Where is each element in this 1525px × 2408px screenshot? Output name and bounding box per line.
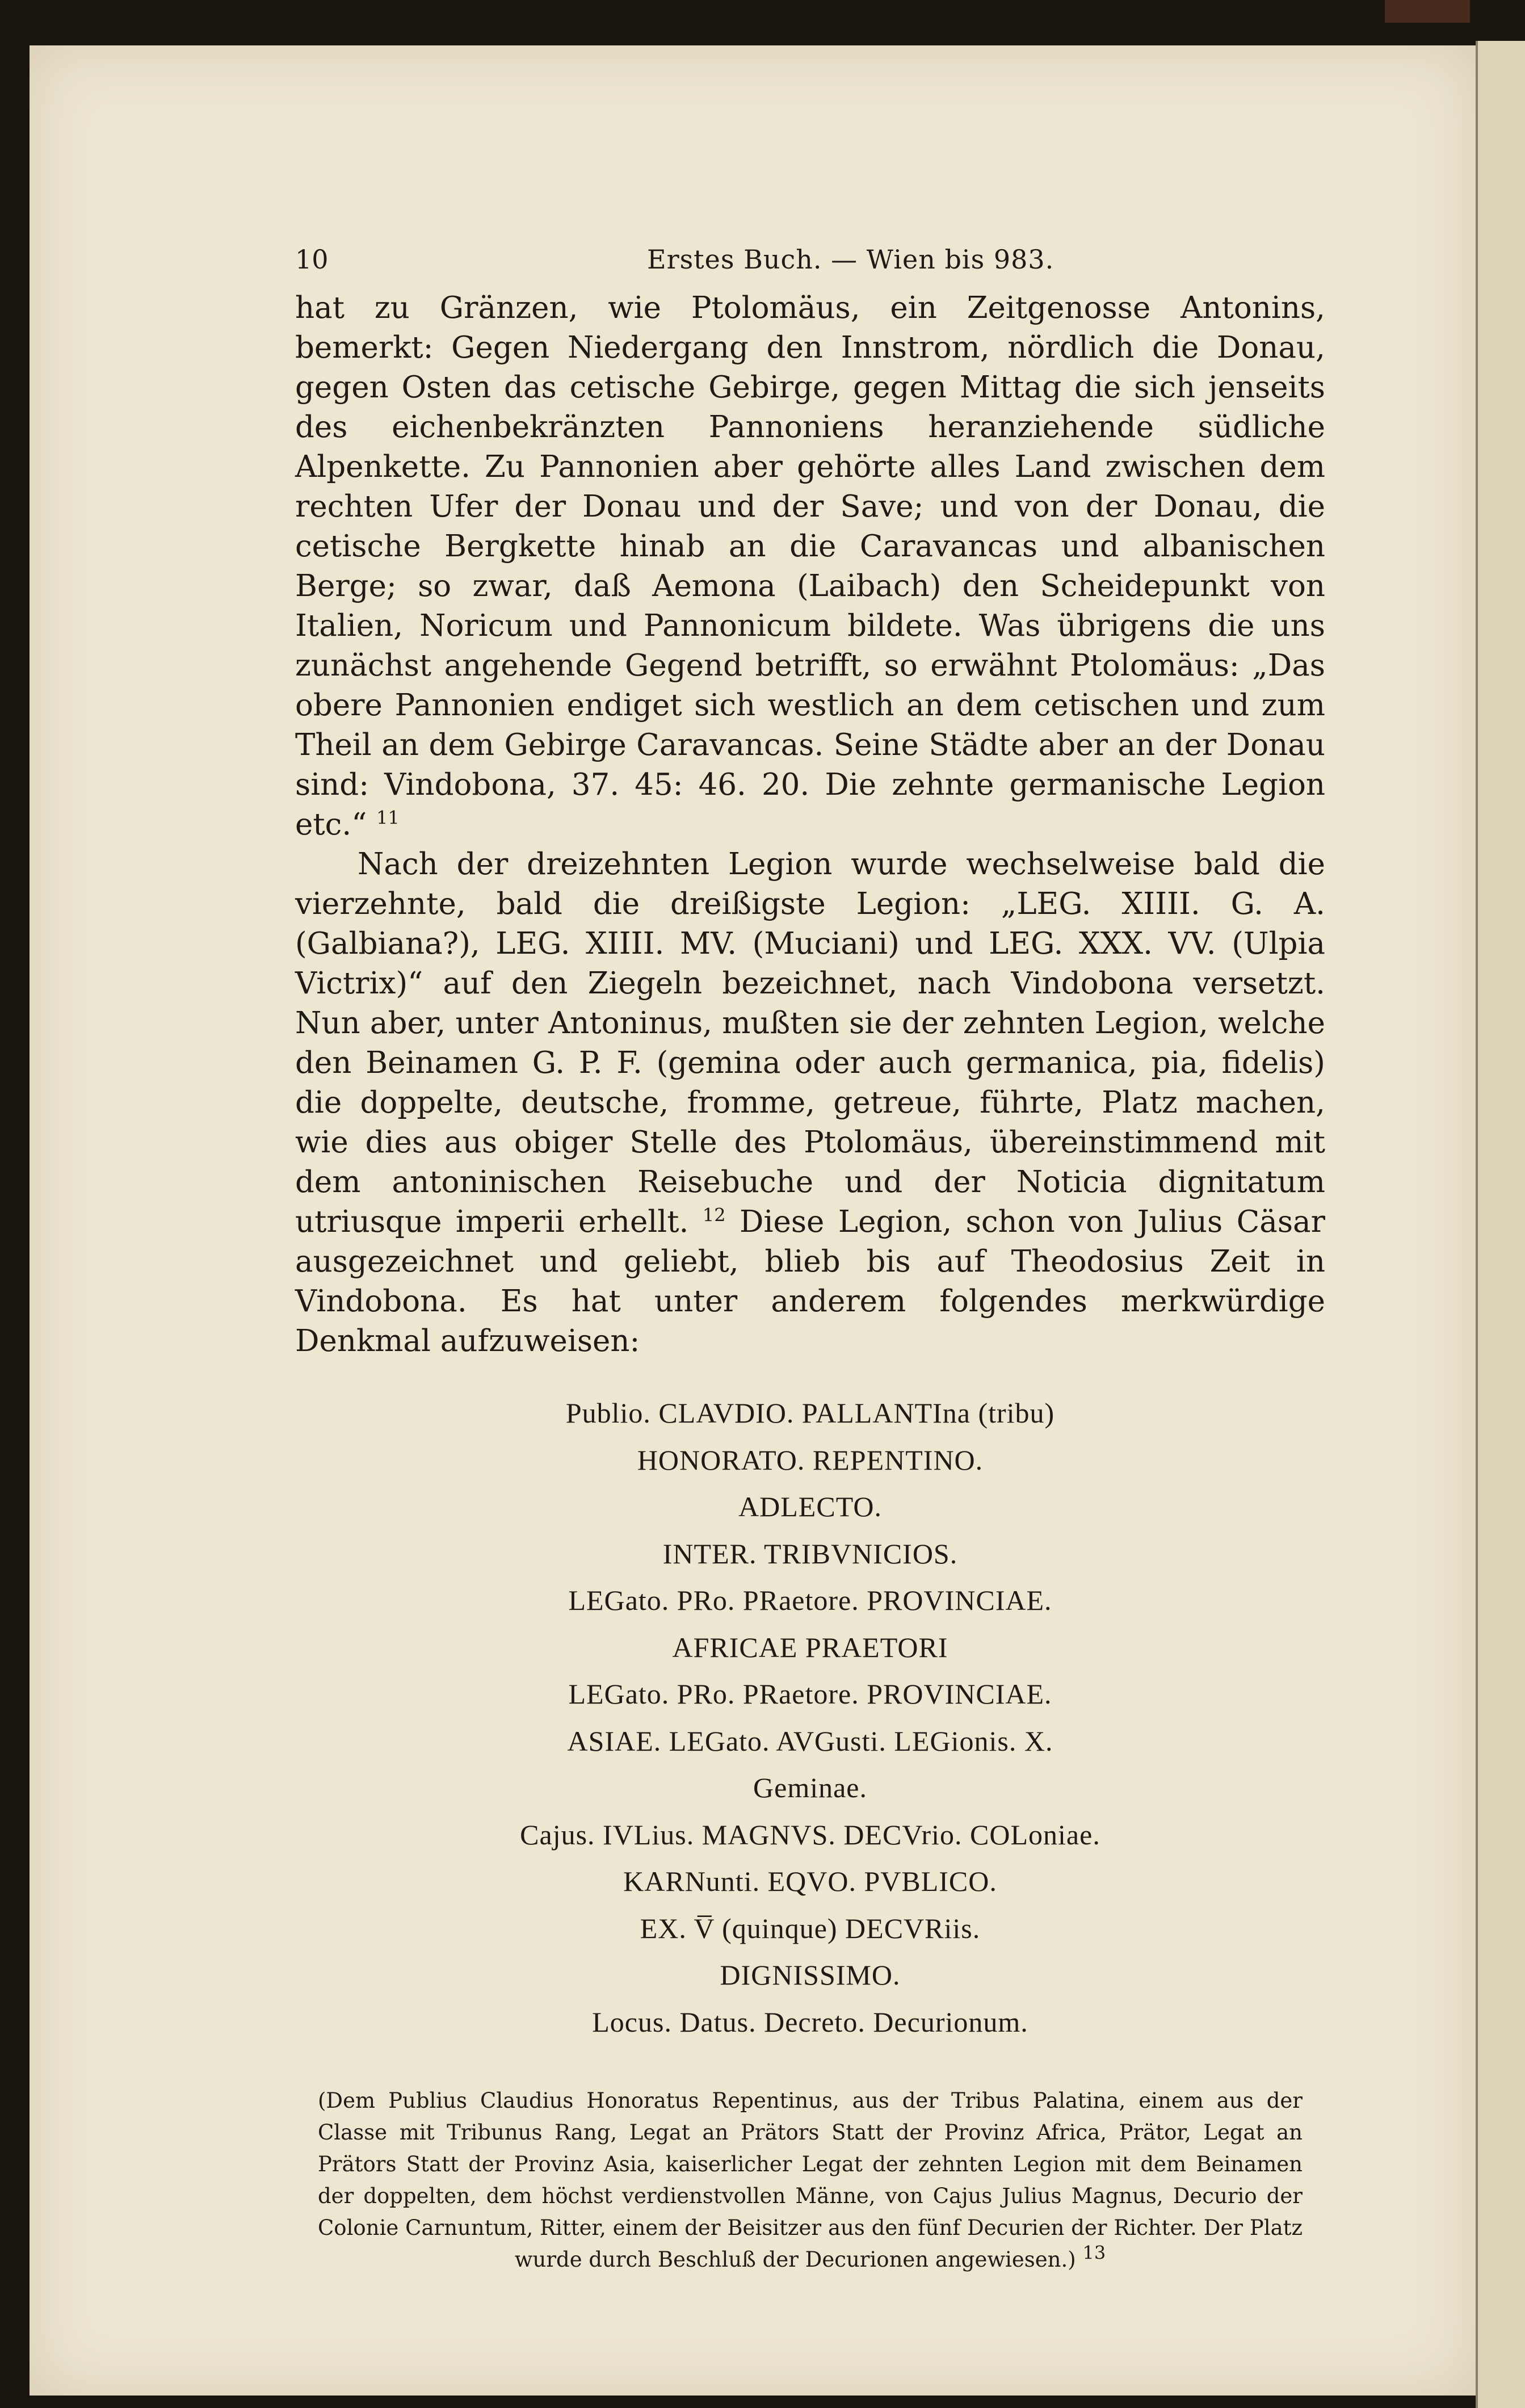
inscription-line: Geminae. xyxy=(753,1772,867,1803)
inscription-line: INTER. TRIBVNICIOS. xyxy=(662,1537,958,1570)
inscription-line: LEGato. PRo. PRaetore. PROVINCIAE. xyxy=(568,1678,1052,1710)
inscription-line: KARNunti. EQVO. PVBLICO. xyxy=(623,1865,997,1897)
page-number: 10 xyxy=(295,244,329,275)
inscription-line: AFRICAE PRAETORI xyxy=(672,1631,948,1663)
footnote-ref-11: 11 xyxy=(376,807,400,829)
running-head: Erstes Buch. — Wien bis 983. xyxy=(647,244,1055,275)
inscription-line: HONORATO. REPENTINO. xyxy=(637,1444,984,1476)
inscription-line: Locus. Datus. Decreto. Decurionum. xyxy=(592,2006,1028,2038)
adjacent-page-edge xyxy=(1476,41,1525,2408)
inscription-line: ASIAE. LEGato. AVGusti. LEGionis. X. xyxy=(567,1725,1053,1757)
paragraph-1-text: hat zu Gränzen, wie Ptolomäus, ein Zeitgenosse Antonins, bemerkt: Gegen Niedergang den Innstrom, nördlich die Donau, gegen Osten das cetische Gebirge, gegen Mittag die sich jenseits des eichenbekränzten Pannoniens heranziehende südliche Alpenkette. Zu Pannonien aber gehörte alles Land zwischen dem rechten Ufer der Donau und der Save; und von der Donau, die cetische Bergkette hinab an die Caravancas und albanischen Berge; so zwar, daß Aemona (Laibach) den Scheidepunkt von Italien, Noricum und Pannonicum bildete. Was übrigens die uns zunächst angehende Gegend betrifft, so erwähnt Ptolomäus: „Das obere Pannonien endiget sich westlich an dem cetischen und zum Theil an dem Gebirge Caravancas. Seine Städte aber an der Donau sind: Vindobona, 37. 45: 46. 20. Die zehnte germanische Legion etc.“ xyxy=(295,291,1325,842)
paragraph-1 xyxy=(295,288,1325,845)
inscription-line: Publio. CLAVDIO. PALLANTIna (tribu) xyxy=(565,1397,1055,1429)
paragraph-2 xyxy=(295,845,1325,1361)
footnote-ref-12: 12 xyxy=(702,1204,726,1226)
binding-mark xyxy=(1385,0,1470,23)
page-header xyxy=(295,244,1325,288)
inscription-line: EX. V̅ (quinque) DECVRiis. xyxy=(640,1912,981,1944)
inscription-line: DIGNISSIMO. xyxy=(720,1959,901,1991)
footnote-ref-13: 13 xyxy=(1082,2242,1106,2264)
paragraph-2-text: Nach der dreizehnten Legion wurde wechselweise bald die vierzehnte, bald die dreißigste Legion: „LEG. XIIII. G. A. (Galbiana?), LEG. XIIII. MV. (Muciani) und LEG. XXX. VV. (Ulpia Victrix)“ auf den Ziegeln bezeichnet, nach Vindobona versetzt. Nun aber, unter Antoninus, mußten sie der zehnten Legion, welche den Beinamen G. P. F. (gemina oder auch germanica, pia, fidelis) die doppelte, deutsche, fromme, getreue, führte, Platz machen, wie dies aus obiger Stelle des Ptolomäus, übereinstimmend mit dem antoninischen Reisebuche und der Noticia dignitatum utriusque imperii erhellt. xyxy=(295,847,1325,1239)
main-text xyxy=(295,288,1325,1361)
translation-text: (Dem Publius Claudius Honoratus Repentinus, aus der Tribus Palatina, einem aus der Classe mit Tribunus Rang, Legat an Prätors Statt der Provinz Africa, Prätor, Legat an Prätors Statt der Provinz Asia, kaiserlicher Legat der zehnten Legion mit dem Beinamen der doppelten, dem höchst verdienstvollen Männe, von Cajus Julius Magnus, Decurio der Colonie Carnuntum, Ritter, einem der Beisitzer aus den fünf Decurien der Richter. Der Platz wurde durch Beschluß der Decurionen angewiesen.) xyxy=(318,2088,1303,2272)
inscription-line: ADLECTO. xyxy=(738,1491,882,1522)
inscription-translation xyxy=(318,2085,1303,2276)
inscription-line: LEGato. PRo. PRaetore. PROVINCIAE. xyxy=(568,1584,1052,1616)
paragraph-2-end-text: Diese Legion, schon von Julius Cäsar ausgezeichnet und geliebt, blieb bis auf Theodosius Zeit in Vindobona. Es hat unter anderem folgendes merkwürdige Denkmal aufzuweisen: xyxy=(295,1205,1325,1358)
roman-inscription xyxy=(295,1390,1325,2045)
page-content xyxy=(295,244,1325,2276)
inscription-line: Cajus. IVLius. MAGNVS. DECVrio. COLoniae. xyxy=(520,1818,1100,1851)
